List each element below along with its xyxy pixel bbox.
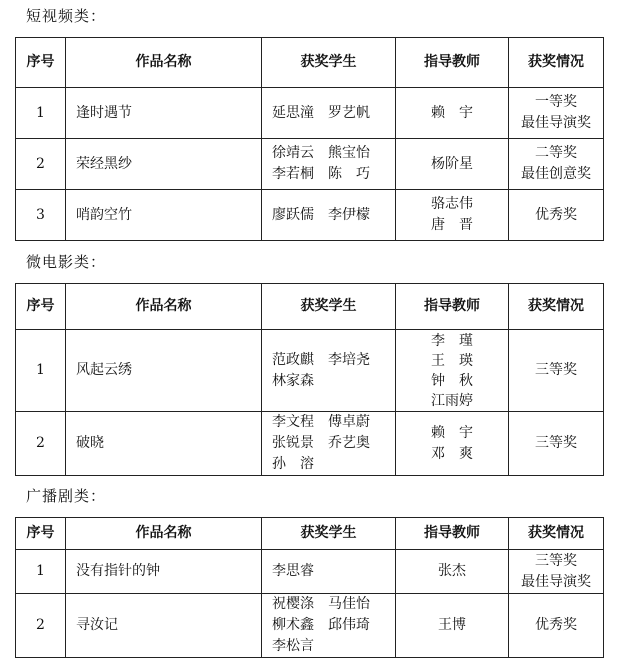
award-line: 一等奖 <box>535 94 577 110</box>
row-no: 2 <box>16 594 66 658</box>
award-line: 优秀奖 <box>535 617 577 633</box>
student-line: 廖跃儒 李伊檬 <box>272 206 370 223</box>
teachers-cell <box>396 139 509 190</box>
students-cell <box>262 550 396 594</box>
table-header-row <box>16 518 604 550</box>
student-line: 林家森 <box>272 372 314 389</box>
row-no: 3 <box>16 190 66 241</box>
work-title: 风起云绣 <box>66 330 262 412</box>
micro-film-table <box>15 283 604 476</box>
award-line: 三等奖 <box>535 362 577 378</box>
students-cell <box>262 88 396 139</box>
award-line: 三等奖 <box>535 435 577 451</box>
header-title: 作品名称 <box>66 38 262 88</box>
student-line: 孙 溶 <box>272 456 314 472</box>
student-line: 延思潼 罗艺帆 <box>272 104 370 121</box>
teachers-cell <box>396 550 509 594</box>
students-cell <box>262 139 396 190</box>
teachers-cell <box>396 594 509 658</box>
teacher-line: 钟 秋 <box>431 372 473 389</box>
header-awards: 获奖情况 <box>509 284 604 330</box>
row-no: 2 <box>16 139 66 190</box>
teachers-cell <box>396 88 509 139</box>
section-title-short-video: 短视频类： <box>26 7 107 25</box>
header-students: 获奖学生 <box>262 284 396 330</box>
award-line: 二等奖 <box>535 145 577 161</box>
header-no: 序号 <box>16 284 66 330</box>
student-line: 李若桐 陈 巧 <box>272 166 370 182</box>
work-title: 逢时遇节 <box>66 88 262 139</box>
awards-cell <box>509 594 604 658</box>
student-line: 祝樱涤 马佳怡 <box>272 596 370 612</box>
award-line: 优秀奖 <box>535 206 577 223</box>
teacher-line: 王博 <box>438 617 466 633</box>
table-row <box>16 550 604 594</box>
teacher-line: 邓 爽 <box>431 445 473 462</box>
students-cell <box>262 594 396 658</box>
header-no: 序号 <box>16 518 66 550</box>
teacher-line: 王 瑛 <box>431 352 473 369</box>
row-no: 1 <box>16 550 66 594</box>
awards-cell <box>509 139 604 190</box>
student-line: 徐靖云 熊宝怡 <box>272 145 370 161</box>
students-cell <box>262 190 396 241</box>
header-students: 获奖学生 <box>262 518 396 550</box>
work-title: 哨韵空竹 <box>66 190 262 241</box>
teacher-line: 江雨婷 <box>431 392 473 409</box>
section-title-radio-drama: 广播剧类： <box>26 487 107 505</box>
row-no: 1 <box>16 88 66 139</box>
awards-cell <box>509 412 604 476</box>
row-no: 2 <box>16 412 66 476</box>
student-line: 李松言 <box>272 638 314 654</box>
student-line: 范政麒 李培尧 <box>272 351 370 368</box>
row-no: 1 <box>16 330 66 412</box>
teacher-line: 杨阶星 <box>431 155 473 172</box>
table-header-row <box>16 284 604 330</box>
work-title: 破晓 <box>66 412 262 476</box>
teacher-line: 张杰 <box>438 563 466 579</box>
teacher-line: 李 瑾 <box>431 332 473 349</box>
teachers-cell <box>396 412 509 476</box>
student-line: 李思睿 <box>272 563 314 579</box>
teacher-line: 赖 宇 <box>431 424 473 441</box>
header-students: 获奖学生 <box>262 38 396 88</box>
header-no: 序号 <box>16 38 66 88</box>
table-row <box>16 190 604 241</box>
header-title: 作品名称 <box>66 284 262 330</box>
teachers-cell <box>396 190 509 241</box>
student-line: 张锐景 乔艺奥 <box>272 435 370 451</box>
table-header-row <box>16 38 604 88</box>
table-row <box>16 594 604 658</box>
students-cell <box>262 412 396 476</box>
header-awards: 获奖情况 <box>509 38 604 88</box>
student-line: 李文程 傅卓蔚 <box>272 414 370 430</box>
award-line: 最佳导演奖 <box>521 573 591 590</box>
work-title: 没有指针的钟 <box>66 550 262 594</box>
radio-drama-table <box>15 517 604 658</box>
teacher-line: 赖 宇 <box>431 104 473 121</box>
student-line: 柳术鑫 邱伟琦 <box>272 617 370 633</box>
short-video-table <box>15 37 604 241</box>
header-teachers: 指导教师 <box>396 38 509 88</box>
work-title: 寻汝记 <box>66 594 262 658</box>
table-row <box>16 412 604 476</box>
teacher-line: 骆志伟 <box>431 196 473 212</box>
awards-cell <box>509 190 604 241</box>
awards-cell <box>509 550 604 594</box>
award-line: 最佳创意奖 <box>521 166 591 182</box>
award-line: 最佳导演奖 <box>521 115 591 131</box>
section-title-micro-film: 微电影类： <box>26 253 107 271</box>
teachers-cell <box>396 330 509 412</box>
header-title: 作品名称 <box>66 518 262 550</box>
table-row <box>16 330 604 412</box>
table-row <box>16 88 604 139</box>
teacher-line: 唐 晋 <box>431 217 473 233</box>
work-title: 荣经黑纱 <box>66 139 262 190</box>
award-line: 三等奖 <box>535 552 577 569</box>
awards-cell <box>509 88 604 139</box>
header-awards: 获奖情况 <box>509 518 604 550</box>
header-teachers: 指导教师 <box>396 518 509 550</box>
awards-cell <box>509 330 604 412</box>
header-teachers: 指导教师 <box>396 284 509 330</box>
table-row <box>16 139 604 190</box>
students-cell <box>262 330 396 412</box>
